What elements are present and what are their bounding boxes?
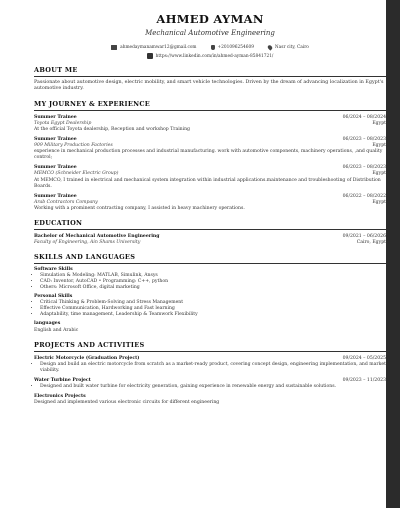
- software-skills-label: Software Skills: [34, 266, 73, 272]
- experience-title: Summer Trainee: [34, 137, 77, 143]
- education-dates: 09/2021 – 06/2026: [342, 233, 386, 239]
- experience-section: [34, 100, 386, 212]
- location-text: Nasr city, Cairo: [274, 45, 309, 50]
- experience-location: Egypt: [372, 143, 386, 149]
- phone-icon: [211, 45, 215, 50]
- project-entry: [34, 356, 386, 374]
- projects-heading: PROJECTS AND ACTIVITIES: [34, 341, 386, 352]
- education-school: Faculty of Engineering, Ain Shams University: [34, 239, 141, 245]
- project-entry: [34, 378, 386, 390]
- list-item: • Critical Thinking & Problem-Solving and Stress Management: [40, 300, 386, 306]
- list-item: • CAD: Inventor, AutoCAD • Programming: C++, python: [40, 279, 386, 285]
- contact-email[interactable]: [111, 45, 196, 50]
- experience-dates: 06/2023 – 08/2023: [342, 165, 386, 171]
- email-text: ahmedaymanamwar12@gmail.com: [120, 45, 197, 50]
- languages-label: languages: [34, 321, 61, 327]
- list-item: • Effective Communication, Hardworking and Fast learning: [40, 306, 386, 312]
- project-dates: 09/2024 – 05/2025: [342, 355, 386, 361]
- list-item: • Designed and built water turbine for electricity generation, gaining experience in renewable energy and sustainable solutions.: [40, 384, 386, 390]
- about-heading: ABOUT ME: [34, 66, 386, 77]
- experience-desc: experience in mechanical production processes and industrial manufacturing. work with automotive components, machinery operations, ,and quality control;: [34, 149, 383, 161]
- education-section: [34, 219, 386, 246]
- experience-org: MEMCO (Schneider Electric Group): [34, 171, 119, 177]
- page-edge: [386, 0, 400, 508]
- experience-title: Summer Trainee: [34, 114, 77, 120]
- education-degree: Bachelor of Mechanical Automotive Engineering: [34, 233, 160, 239]
- project-entry: [34, 394, 386, 406]
- experience-dates: 06/2022 – 08/2022: [342, 193, 386, 199]
- project-dates: 09/2023 – 11/2023: [342, 377, 386, 383]
- languages-text: English and Arabic: [34, 327, 79, 333]
- experience-desc: At the official Toyota dealership, Reception and workshop Training: [34, 127, 191, 133]
- experience-heading: MY JOURNEY & EXPERIENCE: [34, 100, 386, 111]
- experience-org: Toyota Egypt Dealership: [34, 121, 92, 126]
- languages-block: [34, 321, 386, 333]
- projects-section: [34, 341, 386, 406]
- experience-entry: [34, 194, 386, 212]
- location-pin-icon: [267, 44, 273, 50]
- experience-org: 909 Military Production Factories: [34, 143, 113, 149]
- experience-entry: [34, 165, 386, 189]
- experience-location: Egypt: [372, 121, 386, 126]
- project-title: Electric Motorcycle (Graduation Project): [34, 355, 140, 361]
- experience-title: Summer Trainee: [34, 193, 77, 199]
- experience-entry: [34, 137, 386, 161]
- skills-heading: SKILLS AND LANGUAGES: [34, 253, 386, 264]
- education-entry: [34, 234, 386, 246]
- candidate-name: AHMED AYMAN: [156, 12, 264, 26]
- experience-desc: Working with a prominent contracting company, I assisted in heavy machinery operations.: [34, 205, 245, 211]
- phone-text: +201096254609: [217, 45, 254, 50]
- project-title: Water Turbine Project: [34, 377, 91, 383]
- linkedin-icon: [147, 53, 153, 59]
- about-text: Passionate about automotive design, electric mobility, and smart vehicle technologies. Driven by the dream of advancing localization in Egypt's automotive industry.: [34, 80, 384, 92]
- software-skills-block: [34, 267, 386, 291]
- experience-dates: 06/2024 – 08/2024: [342, 114, 386, 120]
- list-item: • Design and build an electric motorcycle from scratch as a market-ready product, covering concept design, engineering implementation, and market viability.: [40, 362, 386, 374]
- education-heading: EDUCATION: [34, 219, 386, 230]
- experience-location: Egypt: [372, 171, 386, 177]
- contact-location: [268, 45, 309, 50]
- experience-desc: At MEMCO, I trained in electrical and mechanical system integration within industrial applications.maintenance and troubleshooting of Distribution Boards.: [34, 177, 381, 189]
- list-item: • Adaptability, time management, Leadership & Teamwork Flexibility: [40, 312, 386, 318]
- contact-linkedin[interactable]: [147, 53, 274, 59]
- experience-location: Egypt: [372, 199, 386, 205]
- candidate-tagline: Mechanical Automotive Engineering: [145, 29, 275, 37]
- experience-dates: 06/2023 – 08/2023: [342, 137, 386, 143]
- linkedin-row: [34, 53, 386, 59]
- email-icon: [111, 45, 117, 50]
- about-section: [34, 66, 386, 93]
- skills-section: [34, 253, 386, 334]
- experience-title: Summer Trainee: [34, 165, 77, 171]
- experience-entry: [34, 115, 386, 133]
- education-location: Cairo, Egypt: [356, 239, 386, 245]
- personal-skills-block: [34, 294, 386, 318]
- contact-phone[interactable]: [211, 45, 254, 50]
- experience-org: Arab Contractors Company: [34, 199, 98, 205]
- contact-row: [34, 45, 386, 50]
- list-item: • Others: Microsoft Office, digital marketing: [40, 285, 386, 291]
- personal-skills-label: Personal Skills: [34, 294, 73, 300]
- project-title: Electronics Projects: [34, 393, 86, 399]
- list-item: • Simulation & Modeling: MATLAB, Simulink, Ansys: [40, 273, 386, 279]
- linkedin-text: https://www.linkedin.com/in/ahmed-ayman-85841721/: [155, 53, 274, 59]
- project-desc: Designed and implemented various electronic circuits for different engineering: [34, 399, 220, 405]
